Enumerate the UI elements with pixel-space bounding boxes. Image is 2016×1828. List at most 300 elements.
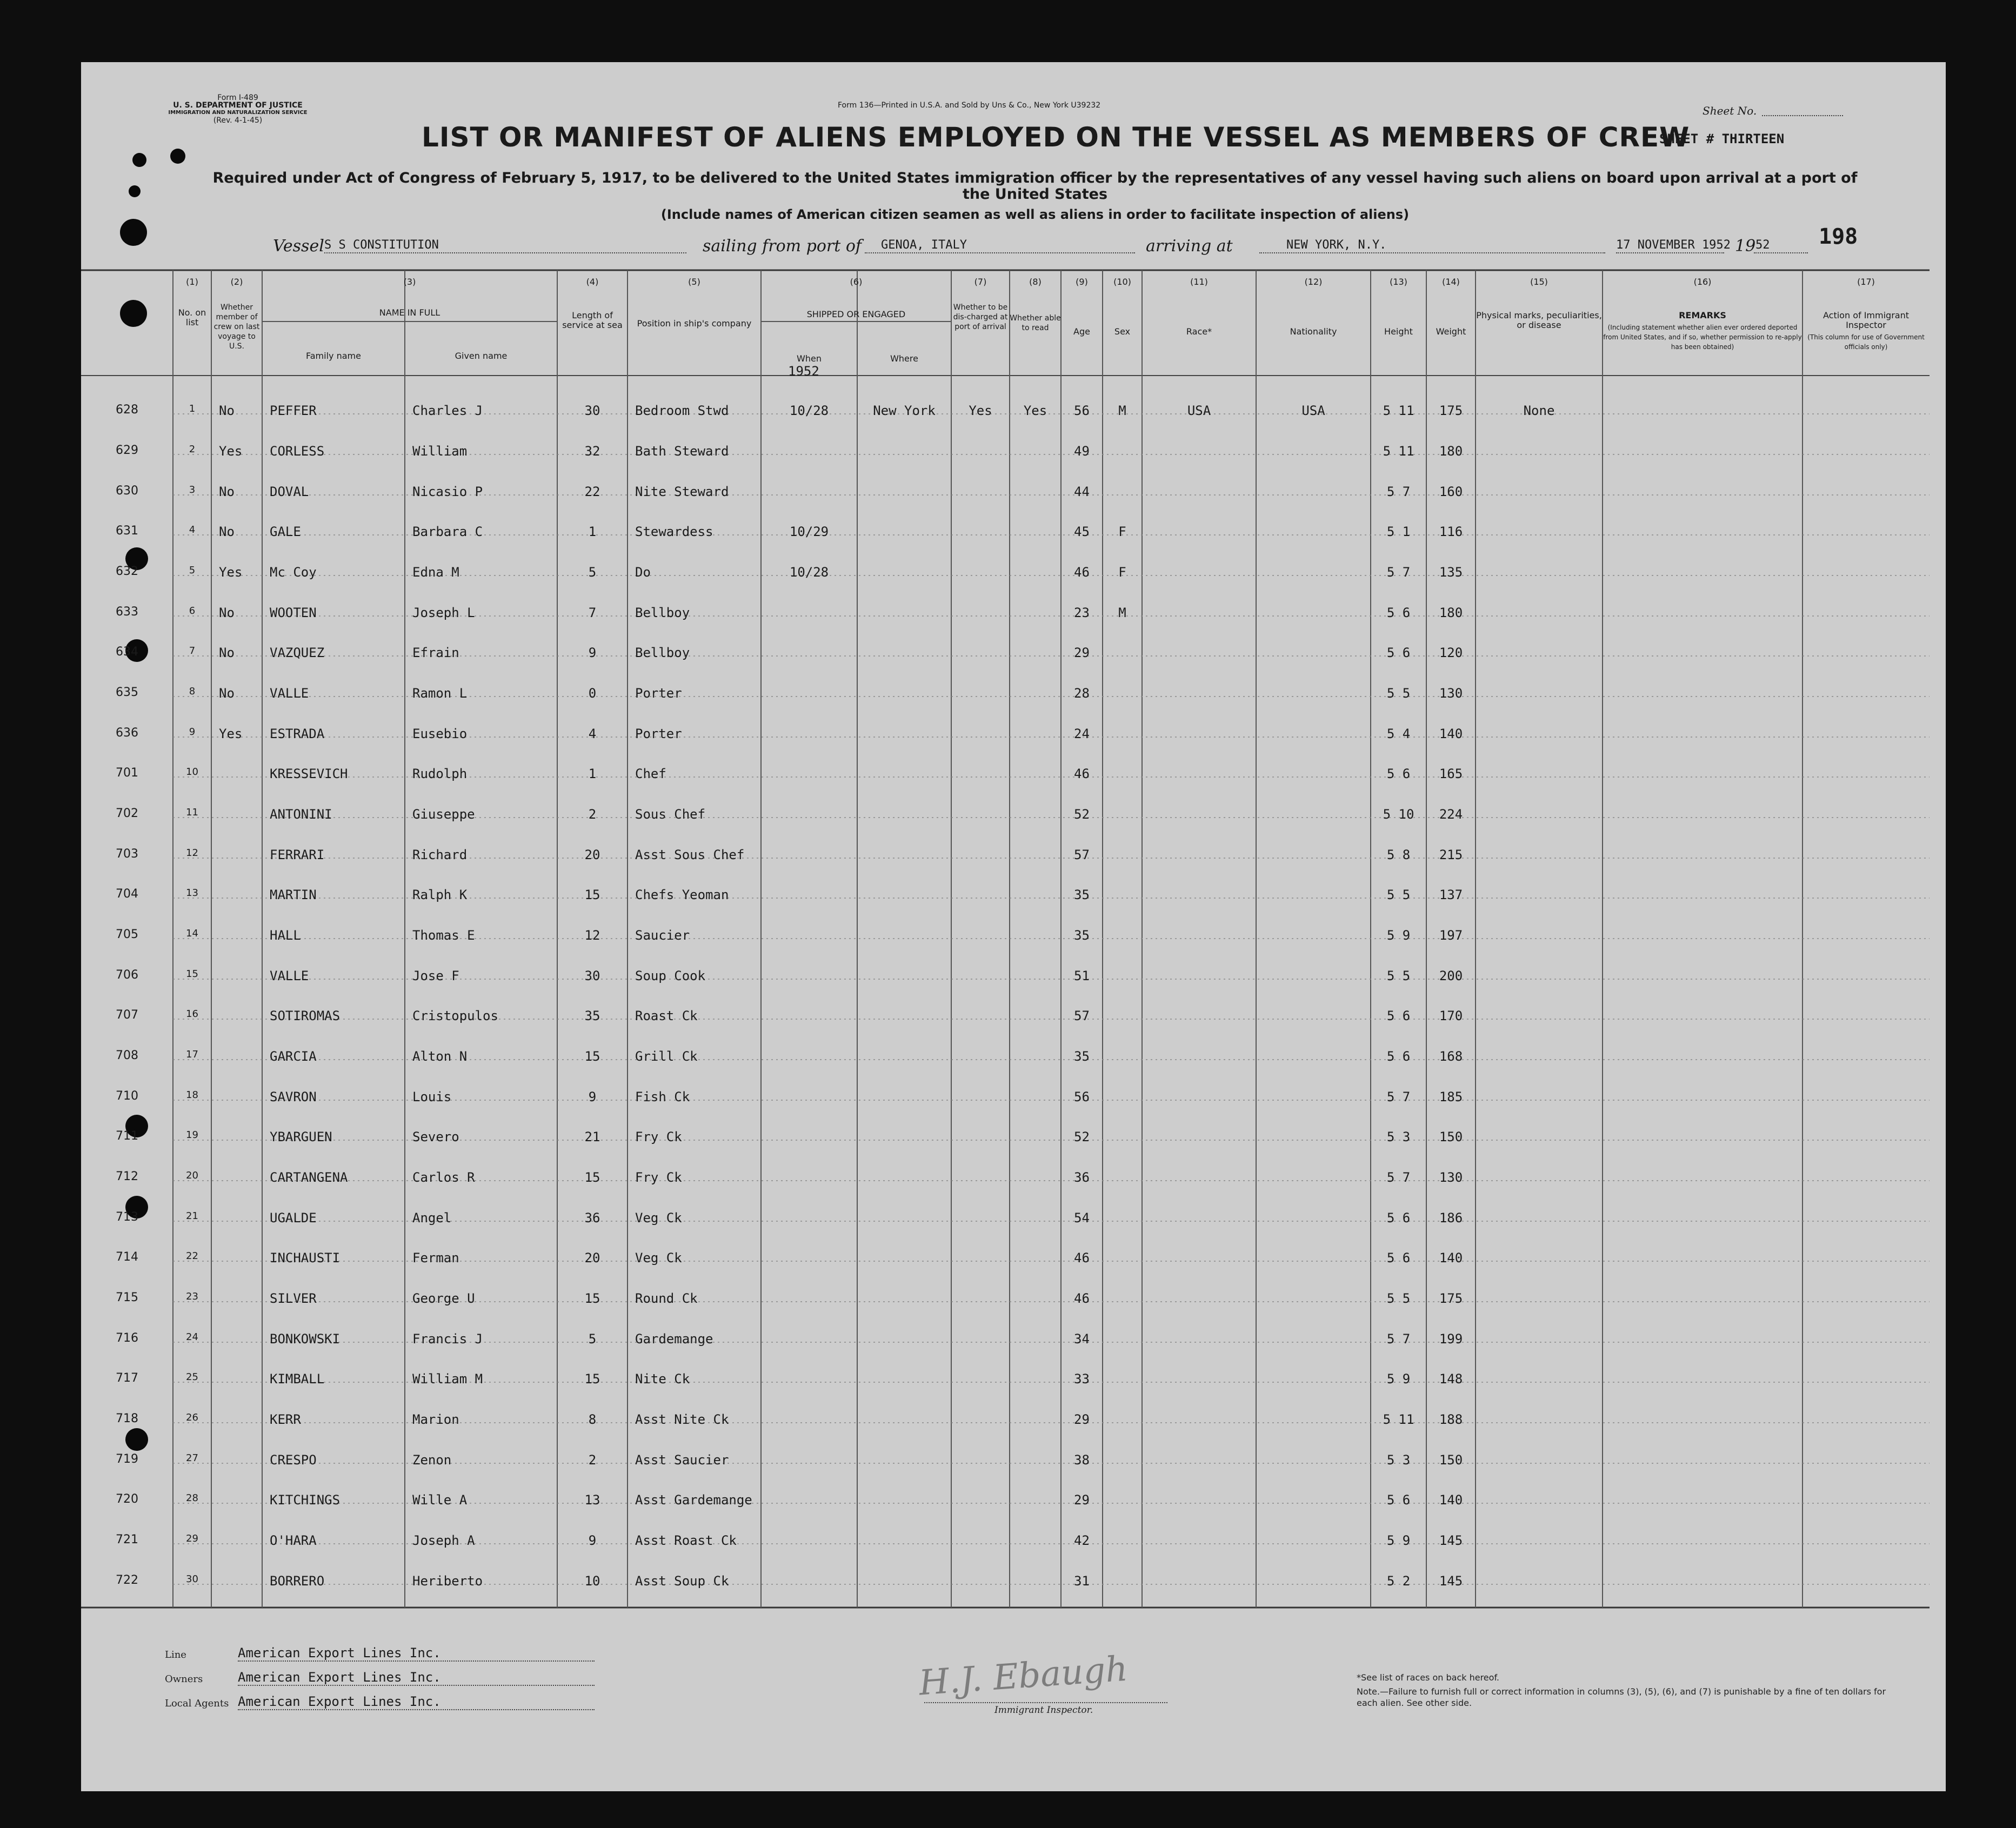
column-label-position: Position in ship's company xyxy=(637,318,752,329)
cell-height: 5 5 xyxy=(1386,968,1411,983)
cell-ref: 711 xyxy=(116,1129,138,1143)
cell-family: GALE xyxy=(270,524,301,539)
sailing-label: sailing from port of xyxy=(703,237,862,256)
cell-given: Francis J xyxy=(412,1331,483,1347)
cell-last: No xyxy=(219,484,235,499)
cell-ref: 630 xyxy=(116,484,138,498)
cell-read: Yes xyxy=(1023,403,1047,418)
column-label-remarks: REMARKS xyxy=(1679,310,1726,320)
cell-disch: Yes xyxy=(969,403,992,418)
cell-no: 16 xyxy=(186,1008,198,1020)
cell-weight: 165 xyxy=(1439,766,1463,781)
cell-nat: USA xyxy=(1301,403,1325,418)
cell-no: 23 xyxy=(186,1291,198,1302)
cell-no: 10 xyxy=(186,766,198,778)
cell-age: 54 xyxy=(1074,1210,1090,1226)
cell-family: KIMBALL xyxy=(270,1371,325,1387)
cell-given: Edna M xyxy=(412,565,459,580)
cell-service: 13 xyxy=(584,1492,600,1508)
cell-no: 28 xyxy=(186,1492,198,1504)
cell-age: 56 xyxy=(1074,1089,1090,1104)
cell-weight: 175 xyxy=(1439,1291,1463,1306)
cell-family: VAZQUEZ xyxy=(270,645,325,660)
cell-given: Carlos R xyxy=(412,1170,475,1185)
cell-given: Joseph L xyxy=(412,605,475,620)
cell-no: 15 xyxy=(186,968,198,980)
cell-family: UGALDE xyxy=(270,1210,317,1226)
column-label-age: Age xyxy=(1073,326,1090,337)
cell-age: 44 xyxy=(1074,484,1090,499)
cell-marks: None xyxy=(1523,403,1555,418)
cell-given: Cristopulos xyxy=(412,1008,498,1023)
column-note-action: (This column for use of Government officials only) xyxy=(1807,333,1925,351)
cell-height: 5 7 xyxy=(1386,484,1411,499)
cell-weight: 145 xyxy=(1439,1573,1463,1589)
cell-height: 5 1 xyxy=(1386,524,1411,539)
cell-age: 28 xyxy=(1074,686,1090,701)
column-label-weight: Weight xyxy=(1436,326,1466,337)
year-suffix: 52 xyxy=(1755,238,1770,252)
cell-position: Saucier xyxy=(635,928,690,943)
cell-height: 5 8 xyxy=(1386,847,1411,862)
column-label-action: Action of Immigrant Inspector xyxy=(1823,310,1909,330)
cell-weight: 197 xyxy=(1439,928,1463,943)
cell-family: CRESPO xyxy=(270,1452,317,1468)
owners-label: Owners xyxy=(165,1673,203,1685)
cell-weight: 200 xyxy=(1439,968,1463,983)
cell-given: Rudolph xyxy=(412,766,468,781)
cell-ref: 631 xyxy=(116,524,138,538)
cell-position: Gardemange xyxy=(635,1331,713,1347)
cell-height: 5 9 xyxy=(1386,928,1411,943)
cell-no: 17 xyxy=(186,1049,198,1060)
cell-given: Giuseppe xyxy=(412,807,475,822)
cell-family: BORRERO xyxy=(270,1573,325,1589)
cell-weight: 224 xyxy=(1439,807,1463,822)
cell-age: 46 xyxy=(1074,1291,1090,1306)
cell-ref: 704 xyxy=(116,887,138,901)
cell-given: Eusebio xyxy=(412,726,468,741)
cell-weight: 186 xyxy=(1439,1210,1463,1226)
cell-service: 32 xyxy=(584,444,600,459)
cell-height: 5 6 xyxy=(1386,1049,1411,1064)
cell-family: WOOTEN xyxy=(270,605,317,620)
cell-sex: F xyxy=(1118,524,1126,539)
cell-given: Heriberto xyxy=(412,1573,483,1589)
cell-height: 5 6 xyxy=(1386,1250,1411,1265)
cell-weight: 150 xyxy=(1439,1452,1463,1468)
line-label: Line xyxy=(165,1649,186,1660)
revision: (Rev. 4-1-45) xyxy=(213,116,263,125)
cell-family: SAVRON xyxy=(270,1089,317,1104)
cell-weight: 135 xyxy=(1439,565,1463,580)
cell-age: 24 xyxy=(1074,726,1090,741)
cell-age: 31 xyxy=(1074,1573,1090,1589)
cell-age: 49 xyxy=(1074,444,1090,459)
cell-family: VALLE xyxy=(270,968,309,983)
cell-weight: 116 xyxy=(1439,524,1463,539)
cell-service: 30 xyxy=(584,968,600,983)
cell-service: 22 xyxy=(584,484,600,499)
cell-weight: 145 xyxy=(1439,1533,1463,1548)
cell-family: SILVER xyxy=(270,1291,317,1306)
cell-no: 30 xyxy=(186,1573,198,1585)
cell-service: 8 xyxy=(588,1412,597,1427)
cell-service: 2 xyxy=(588,1452,597,1468)
cell-height: 5 9 xyxy=(1386,1371,1411,1387)
sheet-no-label: Sheet No. xyxy=(1703,104,1757,117)
cell-no: 27 xyxy=(186,1452,198,1464)
cell-ref: 634 xyxy=(116,645,138,659)
cell-family: SOTIROMAS xyxy=(270,1008,341,1023)
cell-weight: 140 xyxy=(1439,1492,1463,1508)
cell-age: 29 xyxy=(1074,645,1090,660)
cell-given: Ferman xyxy=(412,1250,459,1265)
cell-position: Do xyxy=(635,565,651,580)
cell-position: Roast Ck xyxy=(635,1008,698,1023)
cell-when: 10/28 xyxy=(789,403,829,418)
column-number-c8: (8) xyxy=(1029,277,1042,287)
cell-height: 5 11 xyxy=(1383,1412,1414,1427)
cell-no: 7 xyxy=(189,645,196,657)
column-label-family-name: Family name xyxy=(306,351,361,361)
cell-position: Grill Ck xyxy=(635,1049,698,1064)
column-number-c5: (5) xyxy=(688,277,700,287)
cell-position: Nite Ck xyxy=(635,1371,690,1387)
line-value: American Export Lines Inc. xyxy=(238,1645,441,1660)
cell-age: 52 xyxy=(1074,807,1090,822)
cell-ref: 720 xyxy=(116,1492,138,1506)
cell-weight: 140 xyxy=(1439,726,1463,741)
cell-family: VALLE xyxy=(270,686,309,701)
cell-age: 51 xyxy=(1074,968,1090,983)
cell-given: George U xyxy=(412,1291,475,1306)
cell-no: 12 xyxy=(186,847,198,859)
cell-service: 9 xyxy=(588,1089,597,1104)
cell-no: 22 xyxy=(186,1250,198,1262)
cell-service: 7 xyxy=(588,605,597,620)
cell-age: 23 xyxy=(1074,605,1090,620)
cell-weight: 180 xyxy=(1439,605,1463,620)
cell-position: Porter xyxy=(635,726,682,741)
cell-family: FERRARI xyxy=(270,847,325,862)
cell-position: Chef xyxy=(635,766,666,781)
cell-family: PEFFER xyxy=(270,403,317,418)
cell-service: 5 xyxy=(588,1331,597,1347)
cell-no: 29 xyxy=(186,1533,198,1544)
cell-service: 0 xyxy=(588,686,597,701)
cell-last: No xyxy=(219,686,235,701)
cell-weight: 175 xyxy=(1439,403,1463,418)
column-label-service: Length of service at sea xyxy=(562,310,623,330)
cell-position: Asst Soup Ck xyxy=(635,1573,729,1589)
cell-given: Marion xyxy=(412,1412,459,1427)
column-label-discharged: Whether to be dis-charged at port of arrival xyxy=(953,303,1008,331)
column-number-c14: (14) xyxy=(1442,277,1460,287)
cell-height: 5 2 xyxy=(1386,1573,1411,1589)
cell-where: New York xyxy=(873,403,936,418)
cell-service: 21 xyxy=(584,1129,600,1144)
cell-ref: 714 xyxy=(116,1250,138,1264)
owners-value: American Export Lines Inc. xyxy=(238,1670,441,1685)
cell-ref: 716 xyxy=(116,1331,138,1345)
cell-age: 35 xyxy=(1074,887,1090,902)
cell-when: 10/29 xyxy=(789,524,829,539)
cell-ref: 702 xyxy=(116,807,138,820)
cell-position: Asst Gardemange xyxy=(635,1492,752,1508)
manifest-sheet xyxy=(81,62,1946,1791)
page-number: 198 xyxy=(1819,224,1858,249)
cell-given: Thomas E xyxy=(412,928,475,943)
cell-no: 19 xyxy=(186,1129,198,1141)
cell-given: Alton N xyxy=(412,1049,468,1064)
arriving-label: arriving at xyxy=(1146,237,1233,256)
cell-age: 42 xyxy=(1074,1533,1090,1548)
cell-position: Soup Cook xyxy=(635,968,706,983)
cell-position: Asst Roast Ck xyxy=(635,1533,737,1548)
cell-service: 4 xyxy=(588,726,597,741)
cell-age: 46 xyxy=(1074,1250,1090,1265)
cell-given: William xyxy=(412,444,468,459)
cell-weight: 168 xyxy=(1439,1049,1463,1064)
cell-family: GARCIA xyxy=(270,1049,317,1064)
cell-height: 5 5 xyxy=(1386,686,1411,701)
cell-last: Yes xyxy=(219,444,243,459)
column-label-shipped: SHIPPED OR ENGAGED xyxy=(806,309,906,319)
cell-given: Efrain xyxy=(412,645,459,660)
cell-height: 5 7 xyxy=(1386,1089,1411,1104)
cell-position: Round Ck xyxy=(635,1291,698,1306)
cell-last: Yes xyxy=(219,726,243,741)
cell-last: No xyxy=(219,403,235,418)
column-label-nationality: Nationality xyxy=(1290,326,1337,337)
column-number-c10: (10) xyxy=(1113,277,1131,287)
agents-value: American Export Lines Inc. xyxy=(238,1694,441,1709)
cell-age: 56 xyxy=(1074,403,1090,418)
cell-height: 5 6 xyxy=(1386,605,1411,620)
cell-ref: 636 xyxy=(116,726,138,740)
cell-age: 35 xyxy=(1074,928,1090,943)
cell-age: 57 xyxy=(1074,847,1090,862)
cell-weight: 170 xyxy=(1439,1008,1463,1023)
cell-ref: 719 xyxy=(116,1452,138,1466)
column-label-no: No. on list xyxy=(178,307,206,327)
column-number-c7: (7) xyxy=(974,277,987,287)
fine-note: Note.—Failure to furnish full or correct information in columns (3), (5), (6), and (7) is punishable by a fine of ten dollars for each alien. See other side. xyxy=(1357,1686,1886,1708)
cell-ref: 718 xyxy=(116,1412,138,1425)
cell-ref: 708 xyxy=(116,1049,138,1062)
cell-last: Yes xyxy=(219,565,243,580)
cell-no: 20 xyxy=(186,1170,198,1181)
column-number-c1: (1) xyxy=(186,277,198,287)
cell-height: 5 4 xyxy=(1386,726,1411,741)
cell-no: 24 xyxy=(186,1331,198,1343)
cell-position: Sous Chef xyxy=(635,807,706,822)
cell-age: 34 xyxy=(1074,1331,1090,1347)
cell-height: 5 10 xyxy=(1383,807,1414,822)
cell-position: Fry Ck xyxy=(635,1129,682,1144)
cell-given: Severo xyxy=(412,1129,459,1144)
cell-weight: 160 xyxy=(1439,484,1463,499)
cell-age: 35 xyxy=(1074,1049,1090,1064)
cell-ref: 628 xyxy=(116,403,138,417)
cell-weight: 130 xyxy=(1439,1170,1463,1185)
column-number-c3: (3) xyxy=(403,277,416,287)
cell-ref: 713 xyxy=(116,1210,138,1224)
column-label-last-voyage: Whether member of crew on last voyage to U.S. xyxy=(213,303,260,351)
cell-age: 57 xyxy=(1074,1008,1090,1023)
cell-service: 12 xyxy=(584,928,600,943)
cell-height: 5 7 xyxy=(1386,1170,1411,1185)
cell-weight: 185 xyxy=(1439,1089,1463,1104)
cell-service: 5 xyxy=(588,565,597,580)
cell-given: Joseph A xyxy=(412,1533,475,1548)
cell-age: 29 xyxy=(1074,1492,1090,1508)
inspector-signature: H.J. Ebaugh xyxy=(917,1649,1129,1704)
cell-no: 9 xyxy=(189,726,196,738)
cell-family: MARTIN xyxy=(270,887,317,902)
cell-given: William M xyxy=(412,1371,483,1387)
cell-sex: F xyxy=(1118,565,1126,580)
page-subnote: (Include names of American citizen seamen as well as aliens in order to facilitate inspection of aliens) xyxy=(660,207,1410,222)
department: U. S. DEPARTMENT OF JUSTICE xyxy=(173,101,303,110)
column-label-race: Race* xyxy=(1186,326,1212,337)
cell-ref: 712 xyxy=(116,1170,138,1183)
cell-ref: 722 xyxy=(116,1573,138,1587)
cell-position: Veg Ck xyxy=(635,1210,682,1226)
sheet-stamp: SHEET # THIRTEEN xyxy=(1659,131,1785,146)
column-number-c9: (9) xyxy=(1076,277,1088,287)
cell-service: 1 xyxy=(588,524,597,539)
cell-service: 15 xyxy=(584,1371,600,1387)
cell-given: Ramon L xyxy=(412,686,468,701)
cell-family: CARTANGENA xyxy=(270,1170,348,1185)
cell-given: Wille A xyxy=(412,1492,468,1508)
cell-family: ESTRADA xyxy=(270,726,325,741)
cell-weight: 188 xyxy=(1439,1412,1463,1427)
cell-ref: 721 xyxy=(116,1533,138,1546)
cell-no: 13 xyxy=(186,887,198,899)
cell-position: Stewardess xyxy=(635,524,713,539)
column-number-c17: (17) xyxy=(1857,277,1875,287)
column-number-c15: (15) xyxy=(1530,277,1548,287)
cell-family: Mc Coy xyxy=(270,565,317,580)
cell-family: ANTONINI xyxy=(270,807,332,822)
cell-service: 15 xyxy=(584,887,600,902)
column-label-given-name: Given name xyxy=(455,351,508,361)
cell-when: 10/28 xyxy=(789,565,829,580)
column-label-sex: Sex xyxy=(1114,326,1131,337)
cell-service: 36 xyxy=(584,1210,600,1226)
cell-last: No xyxy=(219,645,235,660)
cell-family: KERR xyxy=(270,1412,301,1427)
cell-height: 5 6 xyxy=(1386,766,1411,781)
cell-given: Richard xyxy=(412,847,468,862)
cell-weight: 140 xyxy=(1439,1250,1463,1265)
cell-given: Nicasio P xyxy=(412,484,483,499)
cell-weight: 215 xyxy=(1439,847,1463,862)
cell-service: 2 xyxy=(588,807,597,822)
cell-no: 4 xyxy=(189,524,196,535)
cell-height: 5 6 xyxy=(1386,645,1411,660)
port-from: GENOA, ITALY xyxy=(881,238,967,252)
cell-position: Fry Ck xyxy=(635,1170,682,1185)
cell-position: Bellboy xyxy=(635,645,690,660)
cell-family: BONKOWSKI xyxy=(270,1331,341,1347)
cell-height: 5 3 xyxy=(1386,1452,1411,1468)
cell-weight: 148 xyxy=(1439,1371,1463,1387)
cell-height: 5 6 xyxy=(1386,1210,1411,1226)
cell-weight: 130 xyxy=(1439,686,1463,701)
cell-height: 5 7 xyxy=(1386,1331,1411,1347)
page-subtitle: Required under Act of Congress of February 5, 1917, to be delivered to the United States immigration officer by the representatives of any vessel having such aliens on board upon arrival at a port of the United States xyxy=(212,170,1858,203)
cell-no: 11 xyxy=(186,807,198,818)
column-label-physical-marks: Physical marks, peculiarities, or disease xyxy=(1476,310,1602,330)
cell-given: Charles J xyxy=(412,403,483,418)
cell-ref: 706 xyxy=(116,968,138,982)
cell-no: 21 xyxy=(186,1210,198,1222)
cell-height: 5 3 xyxy=(1386,1129,1411,1144)
column-number-c12: (12) xyxy=(1304,277,1323,287)
cell-position: Asst Sous Chef xyxy=(635,847,745,862)
cell-last: No xyxy=(219,605,235,620)
service: IMMIGRATION AND NATURALIZATION SERVICE xyxy=(168,110,308,116)
cell-no: 14 xyxy=(186,928,198,939)
printer-note: Form 136—Printed in U.S.A. and Sold by Uns & Co., New York U39232 xyxy=(838,101,1101,110)
cell-height: 5 5 xyxy=(1386,887,1411,902)
cell-height: 5 6 xyxy=(1386,1008,1411,1023)
cell-service: 10 xyxy=(584,1573,600,1589)
column-label-when: When xyxy=(797,353,822,364)
cell-weight: 180 xyxy=(1439,444,1463,459)
cell-height: 5 6 xyxy=(1386,1492,1411,1508)
cell-family: KITCHINGS xyxy=(270,1492,341,1508)
cell-weight: 199 xyxy=(1439,1331,1463,1347)
column-number-c6: (6) xyxy=(850,277,863,287)
cell-family: HALL xyxy=(270,928,301,943)
cell-family: YBARGUEN xyxy=(270,1129,332,1144)
cell-position: Asst Nite Ck xyxy=(635,1412,729,1427)
cell-service: 15 xyxy=(584,1170,600,1185)
cell-position: Bellboy xyxy=(635,605,690,620)
cell-no: 8 xyxy=(189,686,196,697)
cell-sex: M xyxy=(1118,605,1126,620)
column-note-remarks: (Including statement whether alien ever ordered deported from United States, and if so, whether permission to re-apply has been obtained) xyxy=(1603,324,1802,351)
cell-height: 5 11 xyxy=(1383,444,1414,459)
cell-ref: 710 xyxy=(116,1089,138,1103)
cell-given: Barbara C xyxy=(412,524,483,539)
vessel-name: S S CONSTITUTION xyxy=(324,238,439,252)
cell-no: 25 xyxy=(186,1371,198,1383)
cell-position: Porter xyxy=(635,686,682,701)
cell-service: 9 xyxy=(588,1533,597,1548)
cell-race: USA xyxy=(1187,403,1211,418)
cell-age: 38 xyxy=(1074,1452,1090,1468)
cell-service: 15 xyxy=(584,1049,600,1064)
cell-service: 15 xyxy=(584,1291,600,1306)
cell-last: No xyxy=(219,524,235,539)
cell-age: 36 xyxy=(1074,1170,1090,1185)
cell-no: 2 xyxy=(189,444,196,455)
cell-position: Chefs Yeoman xyxy=(635,887,729,902)
page-title: LIST OR MANIFEST OF ALIENS EMPLOYED ON THE VESSEL AS MEMBERS OF CREW xyxy=(422,122,1690,153)
cell-height: 5 7 xyxy=(1386,565,1411,580)
cell-no: 3 xyxy=(189,484,196,495)
cell-no: 18 xyxy=(186,1089,198,1101)
cell-ref: 705 xyxy=(116,928,138,941)
cell-height: 5 9 xyxy=(1386,1533,1411,1548)
cell-ref: 717 xyxy=(116,1371,138,1385)
